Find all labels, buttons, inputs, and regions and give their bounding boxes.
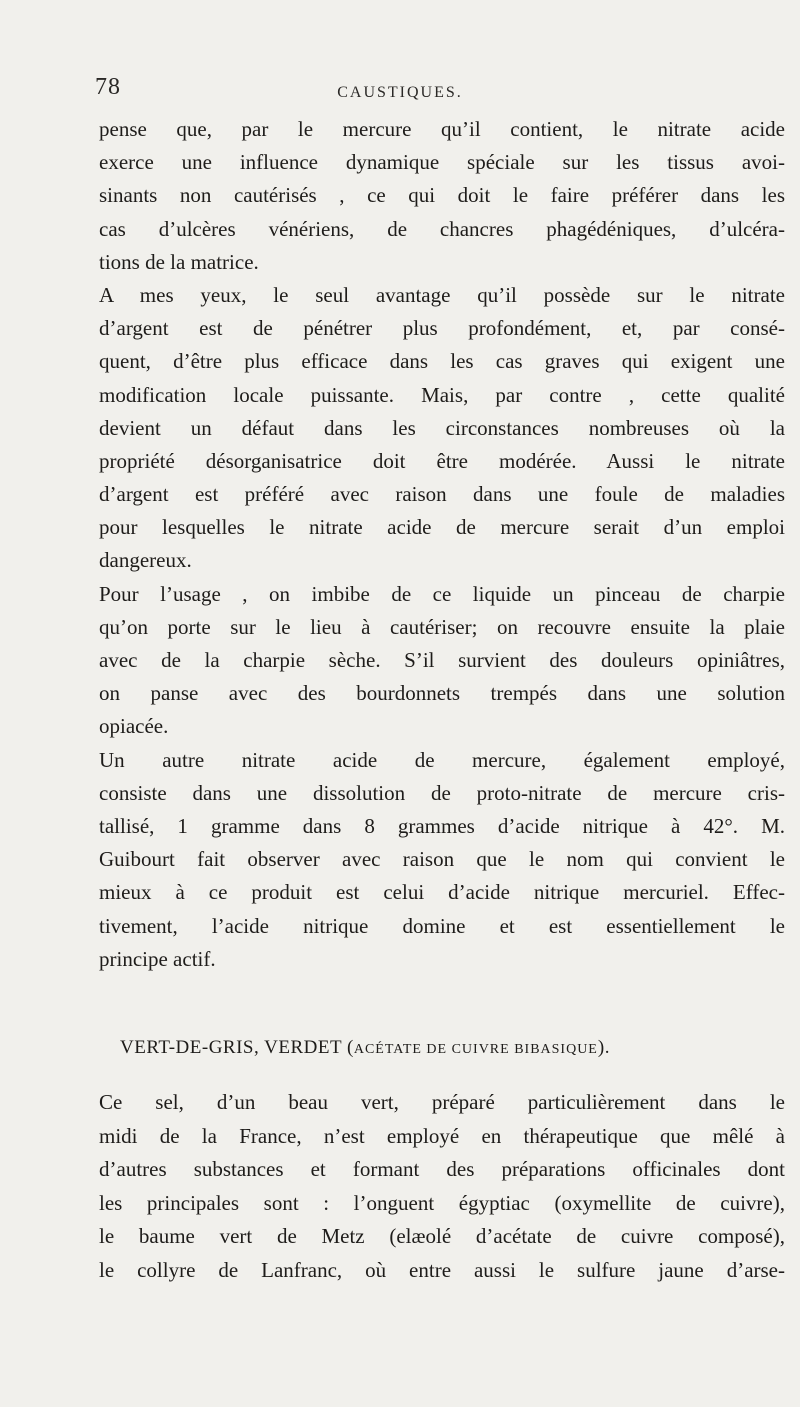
text-line: quent, d’être plus efficace dans les cas graves qui exigent une [99, 349, 785, 374]
running-head: CAUSTIQUES. [337, 84, 463, 101]
section-heading-close: ). [597, 1037, 610, 1058]
section-heading-main: VERT-DE-GRIS, VERDET ( [120, 1037, 354, 1058]
text-line: tions de la matrice. [99, 249, 259, 274]
text-line: modification locale puissante. Mais, par contre , cette qualité [99, 382, 785, 407]
text-line: on panse avec des bourdonnets trempés dans une solution [99, 681, 785, 706]
text-line: Pour l’usage , on imbibe de ce liquide un pinceau de charpie [99, 581, 785, 606]
text-line: consiste dans une dissolution de proto-nitrate de mercure cris- [99, 780, 785, 805]
section-heading [120, 1037, 760, 1059]
text-line: d’argent est préféré avec raison dans une foule de maladies [99, 482, 785, 507]
text-line: pense que, par le mercure qu’il contient, le nitrate acide [99, 117, 785, 141]
text-line: pour lesquelles le nitrate acide de mercure serait d’un emploi [99, 515, 785, 540]
text-line: cas d’ulcères vénériens, de chancres phagédéniques, d’ulcéra- [99, 216, 785, 241]
page-number: 78 [95, 74, 121, 100]
text-line: Ce sel, d’un beau vert, préparé particulièrement dans le [99, 1090, 785, 1114]
text-line: Un autre nitrate acide de mercure, également employé, [99, 747, 785, 772]
text-line: opiacée. [99, 714, 169, 739]
section-body-text [99, 1086, 785, 1287]
text-line: avec de la charpie sèche. S’il survient des douleurs opiniâtres, [99, 648, 785, 672]
text-line: d’argent est de pénétrer plus profondément, et, par consé- [99, 316, 785, 341]
text-line: devient un défaut dans les circonstances nombreuses où la [99, 415, 785, 440]
text-line: dangereux. [99, 548, 192, 573]
text-line: le baume vert de Metz (elæolé d’acétate de cuivre composé), [99, 1224, 785, 1248]
text-line: Guibourt fait observer avec raison que le nom qui convient le [99, 847, 785, 872]
text-line: les principales sont : l’onguent égyptiac (oxymellite de cuivre), [99, 1190, 785, 1215]
text-line: midi de la France, n’est employé en thérapeutique que mêlé à [99, 1123, 785, 1148]
text-line: mieux à ce produit est celui d’acide nitrique mercuriel. Effec- [99, 880, 785, 905]
text-line: tivement, l’acide nitrique domine et est essentiellement le [99, 913, 785, 938]
text-line: propriété désorganisatrice doit être modérée. Aussi le nitrate [99, 448, 785, 473]
text-line: sinants non cautérisés , ce qui doit le faire préférer dans les [99, 183, 785, 208]
text-line: le collyre de Lanfranc, où entre aussi le sulfure jaune d’arse- [99, 1257, 785, 1282]
text-line: tallisé, 1 gramme dans 8 grammes d’acide nitrique à 42°. M. [99, 813, 785, 838]
text-line: principe actif. [99, 946, 216, 971]
text-line: qu’on porte sur le lieu à cautériser; on recouvre ensuite la plaie [99, 614, 785, 639]
section-heading-subtitle: ACÉTATE DE CUIVRE BIBASIQUE [353, 1042, 598, 1057]
text-line: d’autres substances et formant des préparations officinales dont [99, 1157, 785, 1181]
text-line: A mes yeux, le seul avantage qu’il possède sur le nitrate [99, 282, 785, 307]
text-line: exerce une influence dynamique spéciale sur les tissus avoi- [99, 150, 785, 175]
body-text [99, 113, 785, 976]
